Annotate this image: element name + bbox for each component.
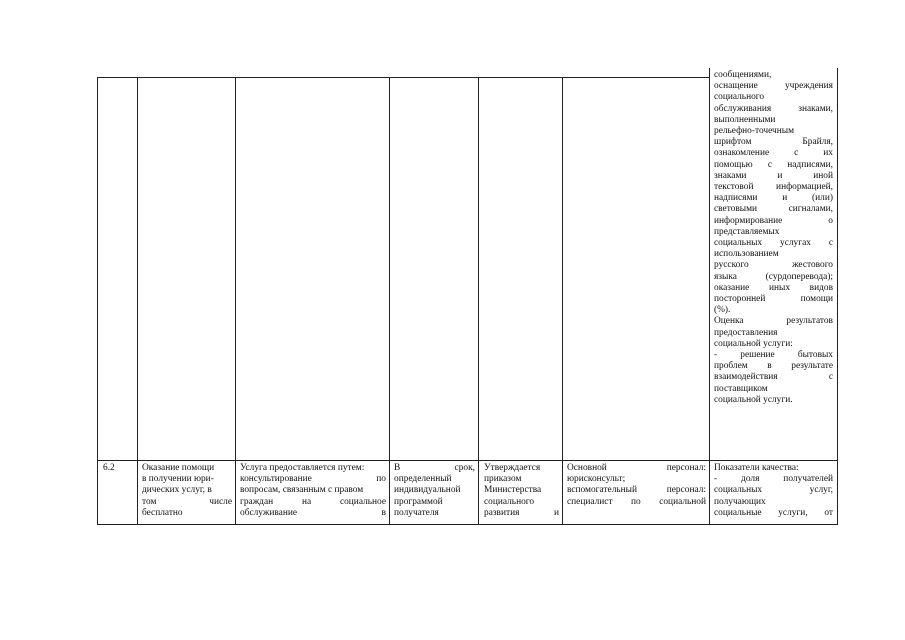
text-line: определенный — [394, 474, 452, 485]
text-line: надписями и (или) — [714, 193, 833, 204]
text-line: консультирование по — [240, 474, 386, 485]
text-line: обслуживание в — [240, 507, 386, 518]
text-line: русского жестового — [714, 260, 833, 271]
text-line: текстовой информацией, — [714, 182, 833, 193]
text-line: - доля получателей — [714, 474, 833, 485]
text-line: использованием — [714, 249, 779, 260]
text-line: Услуга предоставляется путем: — [240, 463, 365, 473]
text-line: шрифтом Брайля, — [714, 137, 833, 148]
table-top-border — [97, 77, 709, 78]
service-tariff — [484, 463, 559, 519]
service-staff-cell — [567, 463, 706, 523]
text-line: специалист по социальной — [567, 496, 706, 507]
text-line: юрисконсульт; — [567, 474, 626, 485]
text-line: рельефно-точечным — [714, 126, 795, 137]
text-line: Оценка результатов — [714, 316, 833, 327]
text-line: социальной услуги: — [714, 338, 793, 349]
text-line: развития и — [484, 507, 559, 518]
column-border — [235, 77, 236, 525]
text-line: Министерства — [484, 485, 542, 496]
text-line: бесплатно — [142, 507, 183, 518]
quality-continuation-cell — [714, 70, 833, 458]
text-line: световыми сигналами, — [714, 204, 833, 215]
service-description — [240, 463, 386, 519]
text-line: вопросам, связанным с правом — [240, 485, 364, 496]
text-line: программой — [394, 496, 443, 507]
service-name-cell — [142, 463, 232, 523]
service-tariff-cell — [484, 463, 559, 523]
text-line: социальных услуг, — [714, 485, 833, 496]
column-border — [137, 77, 138, 525]
table-bottom-border — [97, 524, 838, 525]
text-line: Основной персонал: — [567, 463, 706, 473]
text-line: социальных услугах с — [714, 238, 833, 249]
text-line: дических услуг, в — [142, 485, 212, 496]
text-line: взаимодействия с — [714, 372, 833, 383]
text-line: информирование о — [714, 215, 833, 226]
service-quality — [714, 463, 833, 519]
text-line: граждан на социальное — [240, 496, 386, 507]
quality-continuation-text — [714, 70, 833, 406]
text-line: выполненными — [714, 114, 776, 125]
text-line: социальной услуги. — [714, 394, 793, 405]
text-line: знаками и иной — [714, 170, 833, 181]
text-line: оказание иных видов — [714, 282, 833, 293]
text-line: социального — [484, 496, 535, 507]
text-line: в получении юри- — [142, 474, 214, 485]
row-number-cell — [103, 463, 135, 523]
service-term-cell — [394, 463, 475, 523]
text-line: В срок, — [394, 463, 475, 473]
text-line: Показатели качества: — [714, 463, 799, 473]
text-line: Утверждается — [484, 463, 541, 473]
text-line: посторонней помощи — [714, 294, 833, 305]
text-line: социального — [714, 92, 765, 103]
text-line: проблем в результате — [714, 361, 833, 372]
text-line: обслуживания знаками, — [714, 103, 833, 114]
row-separator — [97, 460, 838, 461]
text-line: ознакомление с их — [714, 148, 833, 159]
service-staff — [567, 463, 706, 508]
column-border — [709, 68, 710, 525]
text-line: Оказание помощи — [142, 463, 215, 473]
text-line: языка (сурдоперевода); — [714, 271, 833, 282]
text-line: получателя — [394, 507, 439, 518]
column-border — [389, 77, 390, 525]
column-border — [837, 68, 838, 525]
column-border — [478, 77, 479, 525]
text-line: (%). — [714, 305, 731, 316]
text-line: вспомогательный персонал: — [567, 485, 706, 496]
text-line: предоставления — [714, 327, 778, 338]
text-line: индивидуальной — [394, 485, 461, 496]
column-border — [97, 77, 98, 525]
service-description-cell — [240, 463, 386, 523]
text-line: оснащение учреждения — [714, 81, 833, 92]
column-border — [562, 77, 563, 525]
text-line: социальные услуги, от — [714, 507, 833, 518]
service-name — [142, 463, 232, 519]
text-line: поставщиком — [714, 383, 768, 394]
text-line: приказом — [484, 474, 522, 485]
text-line: сообщениями, — [714, 70, 772, 80]
service-quality-cell — [714, 463, 833, 523]
service-term — [394, 463, 475, 519]
row-number: 6.2 — [103, 463, 115, 473]
text-line: том числе — [142, 496, 232, 507]
text-line: представляемых — [714, 226, 780, 237]
text-line: помощью с надписями, — [714, 159, 833, 170]
text-line: - решение бытовых — [714, 350, 833, 361]
text-line: получающих — [714, 496, 766, 507]
